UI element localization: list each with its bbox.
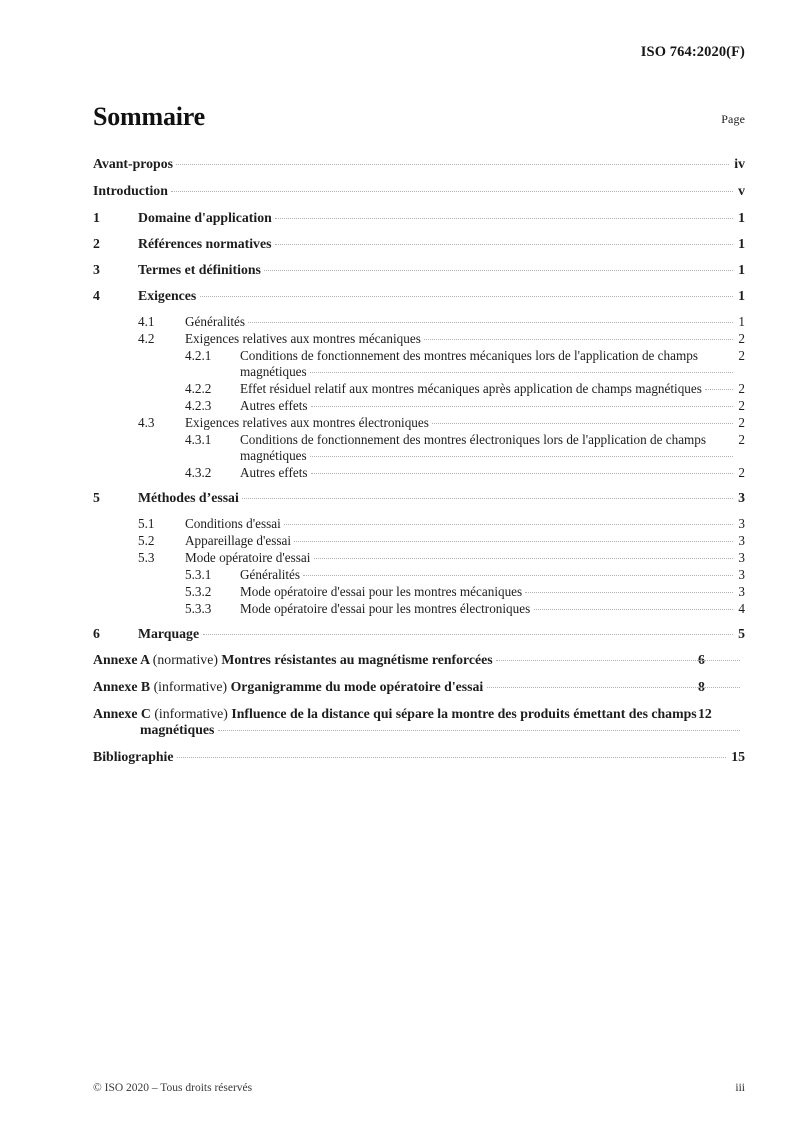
toc-entry-page: 12 [698, 706, 712, 721]
toc-leader-dots [218, 729, 740, 731]
toc-entry-label: Exigences [138, 288, 200, 303]
toc-entry[interactable] [93, 210, 745, 226]
toc-entry-page: 2 [738, 415, 745, 430]
toc-leader-dots [311, 405, 734, 407]
toc-entry-body [185, 415, 745, 431]
toc-entry-number: 4.3.1 [185, 432, 212, 447]
toc-entry-page: 3 [738, 516, 745, 531]
toc-entry-body [240, 432, 745, 464]
toc-entry-number: 4.2.2 [185, 381, 212, 396]
toc-entry-label: Généralités [185, 314, 249, 329]
toc-leader-dots [310, 371, 733, 373]
toc-entry-page: v [738, 183, 745, 198]
toc-entry-body [240, 398, 745, 414]
toc-entry[interactable] [93, 465, 745, 481]
toc-entry-page: 2 [738, 432, 745, 447]
toc-entry[interactable] [93, 398, 745, 414]
toc-entry[interactable] [93, 262, 745, 278]
toc-entry[interactable] [93, 156, 745, 172]
toc-annex-prefix: Annexe B [93, 679, 154, 694]
toc-entry-body [185, 331, 745, 347]
toc-entry-page: 6 [698, 652, 705, 667]
toc-entry[interactable] [93, 601, 745, 617]
toc-leader-dots [424, 338, 733, 340]
toc-entry-body [93, 652, 745, 668]
toc-annex-prefix: Annexe A [93, 652, 153, 667]
toc-entry-body [240, 601, 745, 617]
toc-entry-label: Mode opératoire d'essai pour les montres électroniques [240, 601, 534, 616]
toc-entry-label: Autres effets [240, 465, 311, 480]
toc-entry-label: Mode opératoire d'essai [185, 550, 314, 565]
toc-entry-label: Appareillage d'essai [185, 533, 295, 548]
toc-entry-page: 2 [738, 348, 745, 363]
toc-entry-number: 5.2 [138, 533, 155, 548]
toc-entry-number: 1 [93, 210, 100, 225]
toc-entry[interactable] [93, 288, 745, 304]
standard-reference: ISO 764:2020(F) [640, 44, 745, 60]
toc-entry-body [240, 465, 745, 481]
toc-leader-dots [177, 756, 726, 758]
toc-leader-dots [705, 388, 733, 390]
toc-entry-body [138, 288, 745, 304]
toc-entry-label: Généralités [240, 567, 304, 582]
toc-leader-dots [534, 608, 734, 610]
toc-entry[interactable] [93, 348, 745, 380]
toc-entry[interactable] [93, 183, 745, 199]
toc-entry-label: Exigences relatives aux montres électroniques [185, 415, 433, 430]
toc-leader-dots [242, 497, 733, 499]
toc-entry-number: 4 [93, 288, 100, 303]
toc-entry[interactable] [93, 679, 745, 695]
toc-leader-dots [284, 523, 733, 525]
toc-annex-prefix: Annexe C [93, 706, 155, 721]
toc-entry-label: Autres effets [240, 398, 311, 413]
toc-entry-label: Organigramme du mode opératoire d'essai [230, 679, 487, 694]
toc-entry-page: 1 [738, 262, 745, 277]
toc-entry-number: 6 [93, 626, 100, 641]
toc-entry-page: 1 [738, 314, 745, 329]
title-row [93, 104, 745, 130]
toc-entry[interactable] [93, 331, 745, 347]
toc-entry-page: 2 [738, 331, 745, 346]
toc-entry-page: 2 [738, 465, 745, 480]
document-footer [93, 1082, 745, 1094]
toc-entry-label: Marquage [138, 626, 203, 641]
toc-entry-body [138, 490, 745, 506]
toc-entry-body [185, 516, 745, 532]
toc-annex-kind: (informative) [153, 679, 231, 694]
toc-entry-page: 3 [738, 584, 745, 599]
toc-entry-body [240, 348, 745, 380]
toc-entry-body [138, 626, 745, 642]
toc-leader-dots [275, 243, 733, 245]
toc-entry-body [93, 156, 745, 172]
toc-entry-number: 2 [93, 236, 100, 251]
toc-entry-body [240, 584, 745, 600]
toc-entry-body [93, 183, 745, 199]
toc-entry[interactable] [93, 749, 745, 765]
toc-entry-label: Introduction [93, 183, 172, 198]
toc-entry-label: Conditions de fonctionnement des montres mécaniques lors de l'application de champs magnétiques [240, 348, 698, 379]
toc-leader-dots [203, 633, 734, 635]
page-column-header: Page [721, 112, 745, 126]
toc-entry-page: 3 [738, 490, 745, 505]
toc-leader-dots [303, 574, 733, 576]
toc-entry-page: 3 [738, 533, 745, 548]
toc-entry-number: 4.2.1 [185, 348, 212, 363]
toc-entry-label: Exigences relatives aux montres mécaniques [185, 331, 425, 346]
document-header [93, 44, 745, 61]
toc-entry-body [93, 749, 745, 765]
toc-entry[interactable] [93, 236, 745, 252]
toc-leader-dots [496, 659, 740, 661]
toc-leader-dots [311, 472, 734, 474]
toc-entry[interactable] [93, 626, 745, 642]
toc-entry-label: Montres résistantes au magnétisme renforcées [221, 652, 497, 667]
toc-entry-number: 4.2.3 [185, 398, 212, 413]
toc-entry-body [138, 262, 745, 278]
toc-entry-label: Termes et définitions [138, 262, 265, 277]
toc-entry-number: 4.3 [138, 415, 155, 430]
toc-entry[interactable] [93, 584, 745, 600]
toc-entry[interactable] [93, 415, 745, 431]
toc-entry[interactable] [93, 652, 745, 668]
page-title: Sommaire [93, 102, 206, 131]
toc-entry[interactable] [93, 550, 745, 566]
toc-entry-label: Influence de la distance qui sépare la montre des produits émettant des champs magnétiques [140, 706, 697, 737]
toc-entry-body [185, 314, 745, 330]
toc-leader-dots [294, 540, 733, 542]
toc-entry[interactable] [93, 706, 745, 738]
toc-entry-label: Effet résiduel relatif aux montres mécaniques après application de champs magnétiques [240, 381, 706, 396]
toc-entry-number: 5.3.2 [185, 584, 212, 599]
toc-leader-dots [310, 455, 733, 457]
toc-entry-page: 1 [738, 210, 745, 225]
toc-entry-page: 5 [738, 626, 745, 641]
toc-entry[interactable] [93, 516, 745, 532]
toc-entry-page: 15 [731, 749, 745, 764]
toc-entry-number: 4.3.2 [185, 465, 212, 480]
toc-entry-page: 4 [738, 601, 745, 616]
toc-entry-label: Mode opératoire d'essai pour les montres mécaniques [240, 584, 526, 599]
toc-entry-number: 4.2 [138, 331, 155, 346]
toc-entry-number: 3 [93, 262, 100, 277]
toc-entry-page: 8 [698, 679, 705, 694]
toc-entry[interactable] [93, 314, 745, 330]
toc-entry-number: 5.3 [138, 550, 155, 565]
toc-entry[interactable] [93, 490, 745, 506]
toc-entry-label: Avant-propos [93, 156, 177, 171]
toc-entry-label: Bibliographie [93, 749, 177, 764]
toc-entry-label: Méthodes d’essai [138, 490, 243, 505]
toc-entry[interactable] [93, 567, 745, 583]
toc-entry-page: 1 [738, 236, 745, 251]
copyright-notice: © ISO 2020 – Tous droits réservés [93, 1082, 253, 1094]
toc-entry-body [185, 550, 745, 566]
toc-leader-dots [275, 217, 733, 219]
toc-annex-kind: (normative) [152, 652, 222, 667]
toc-leader-dots [314, 557, 734, 559]
table-of-contents [93, 156, 745, 776]
toc-entry-page: 2 [738, 381, 745, 396]
toc-entry-body [138, 236, 745, 252]
toc-entry-label: Références normatives [138, 236, 275, 251]
toc-leader-dots [176, 163, 729, 165]
toc-entry-page: 3 [738, 567, 745, 582]
toc-entry-number: 5.3.1 [185, 567, 212, 582]
toc-leader-dots [264, 269, 733, 271]
toc-entry-body [93, 706, 745, 738]
toc-entry-label: Conditions d'essai [185, 516, 285, 531]
toc-entry[interactable] [93, 533, 745, 549]
toc-entry-body [240, 567, 745, 583]
toc-entry[interactable] [93, 432, 745, 464]
toc-entry-body [93, 679, 745, 695]
toc-leader-dots [432, 422, 733, 424]
toc-entry-label: Domaine d'application [138, 210, 276, 225]
toc-leader-dots [525, 591, 733, 593]
toc-entry-label: Conditions de fonctionnement des montres électroniques lors de l'application de champs magnétiques [240, 432, 707, 463]
toc-entry-page: 1 [738, 288, 745, 303]
toc-entry-page: 3 [738, 550, 745, 565]
toc-entry-number: 5.3.3 [185, 601, 212, 616]
toc-entry-page: 2 [738, 398, 745, 413]
page-folio: iii [735, 1082, 745, 1094]
toc-entry-body [185, 533, 745, 549]
toc-entry-page: iv [734, 156, 745, 171]
toc-entry-number: 4.1 [138, 314, 155, 329]
toc-leader-dots [200, 295, 733, 297]
toc-entry-number: 5.1 [138, 516, 155, 531]
toc-leader-dots [171, 190, 733, 192]
toc-entry-body [240, 381, 745, 397]
toc-entry[interactable] [93, 381, 745, 397]
toc-leader-dots [487, 686, 740, 688]
toc-entry-body [138, 210, 745, 226]
toc-leader-dots [248, 321, 733, 323]
toc-annex-kind: (informative) [154, 706, 232, 721]
toc-entry-number: 5 [93, 490, 100, 505]
